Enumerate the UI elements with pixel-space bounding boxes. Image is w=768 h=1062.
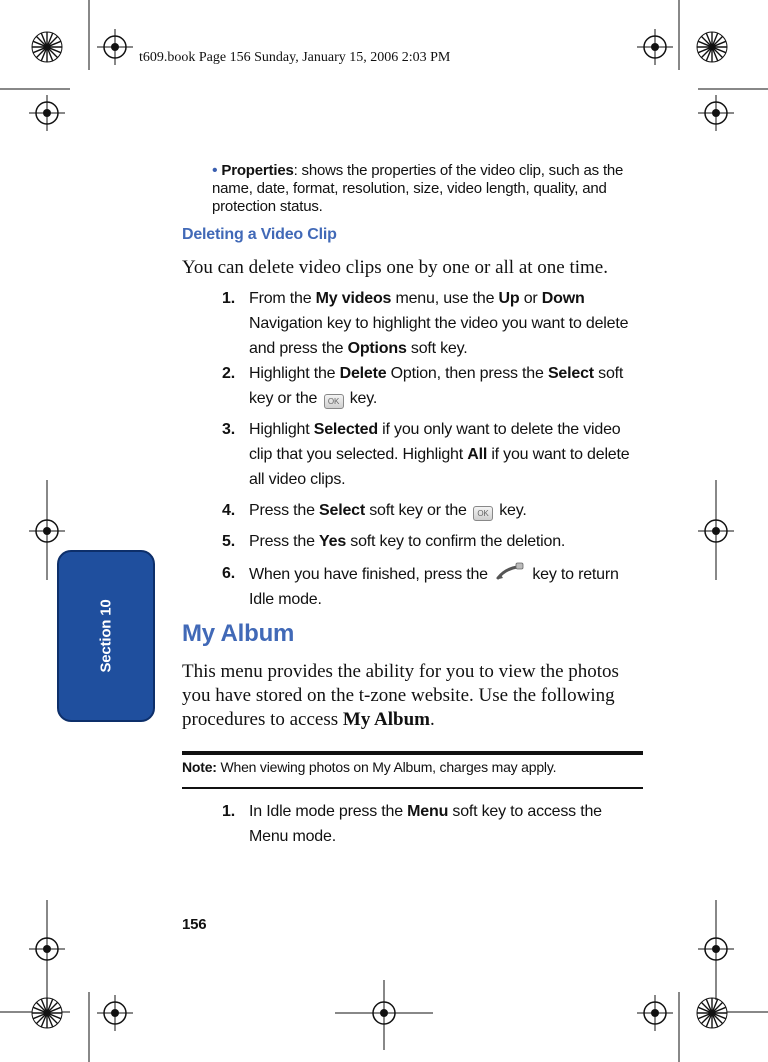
step-4: 4. Press the Select soft key or the OK key. bbox=[222, 502, 527, 519]
my-album-step-1: 1. In Idle mode press the Menu soft key to access the Menu mode. bbox=[222, 803, 602, 845]
section-heading-deleting: Deleting a Video Clip bbox=[182, 226, 337, 243]
properties-text: : shows the properties of the video clip, such as the name, date, format, resolution, size, video length, quality, and protection status. bbox=[212, 162, 624, 215]
properties-term: Properties bbox=[221, 162, 294, 179]
registration-mark-icon bbox=[97, 995, 133, 1031]
registration-mark-icon bbox=[32, 32, 62, 62]
note-label: Note: bbox=[182, 759, 217, 775]
step-3: 3. Highlight Selected if you only want to delete the video clip that you selected. Highlight All if you want to delete all video clips. bbox=[222, 421, 630, 488]
section-tab bbox=[57, 550, 155, 722]
print-header: t609.book Page 156 Sunday, January 15, 2006 2:03 PM bbox=[139, 50, 451, 65]
registration-mark-icon bbox=[698, 95, 734, 131]
deleting-intro: You can delete video clips one by one or all at one time. bbox=[182, 257, 608, 278]
section-tab-label: Section 10 bbox=[97, 599, 115, 673]
end-key-icon bbox=[495, 561, 525, 583]
note-bottom-rule bbox=[182, 787, 643, 789]
ok-key-icon: OK bbox=[473, 506, 493, 521]
my-album-intro: This menu provides the ability for you to view the photos you have stored on the t-zone website. Use the following procedures to access My Album. bbox=[182, 661, 619, 730]
registration-mark-icon bbox=[697, 998, 727, 1028]
registration-mark-icon bbox=[32, 998, 62, 1028]
bullet-dot-icon: • bbox=[212, 162, 218, 179]
registration-mark-icon bbox=[29, 95, 65, 131]
note-text: When viewing photos on My Album, charges may apply. bbox=[216, 759, 557, 775]
properties-bullet bbox=[212, 162, 644, 216]
registration-mark-icon bbox=[637, 995, 673, 1031]
ok-key-icon: OK bbox=[324, 394, 344, 409]
registration-mark-icon bbox=[97, 29, 133, 65]
step-1: 1. From the My videos menu, use the Up or Down Navigation key to highlight the video you want to delete and press the Options soft key. bbox=[222, 290, 629, 357]
note bbox=[182, 759, 556, 775]
step-2: 2. Highlight the Delete Option, then press the Select soft key or the OK key. bbox=[222, 365, 624, 407]
step-5: 5. Press the Yes soft key to confirm the deletion. bbox=[222, 533, 566, 550]
section-heading-my-album: My Album bbox=[182, 620, 295, 647]
note-top-rule bbox=[182, 751, 643, 755]
step-6: 6. When you have finished, press the key to return Idle mode. bbox=[222, 561, 642, 612]
page-number: 156 bbox=[182, 916, 207, 933]
registration-mark-icon bbox=[637, 29, 673, 65]
registration-mark-icon bbox=[697, 32, 727, 62]
